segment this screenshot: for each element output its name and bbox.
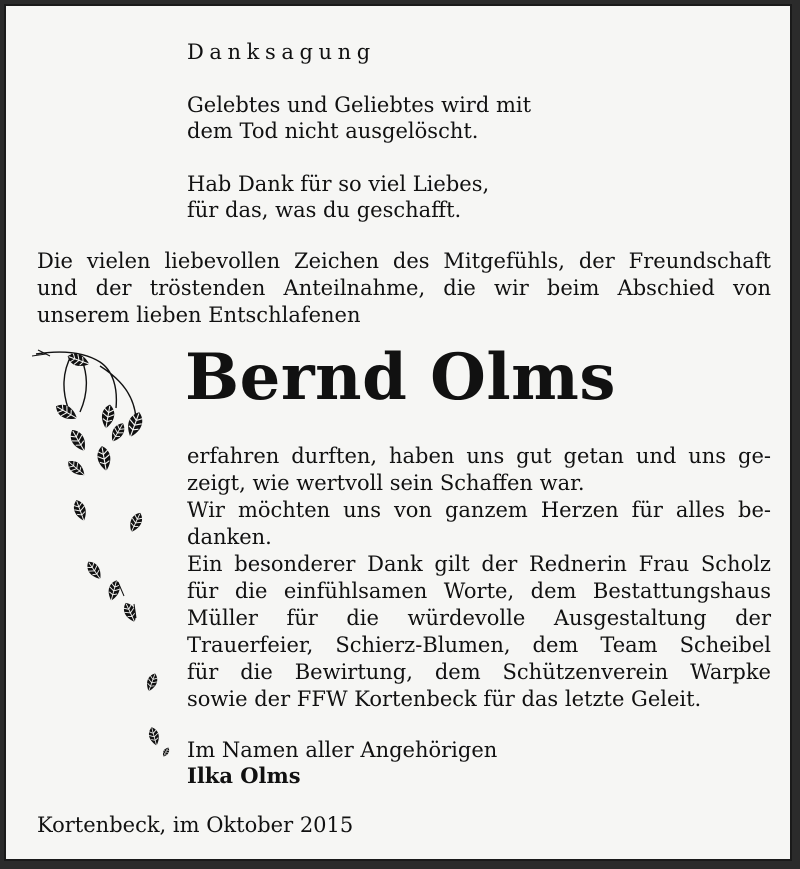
body-line: für die Bewirtung, dem Schützenverein Warpke [187,660,771,684]
verse-line: dem Tod nicht ausgelöscht. [187,119,479,143]
signoff-line: Im Namen aller Angehörigen [187,738,498,762]
condolence-notice [4,4,792,861]
place-date: Kortenbeck, im Oktober 2015 [37,813,354,837]
falling-leaves-icon [32,346,172,766]
body-line: erfahren durften, haben uns gut getan und uns ge- [187,444,771,468]
body-line: Müller für die würdevolle Ausgestaltung der [187,606,771,630]
intro-line: Die vielen liebevollen Zeichen des Mitgefühls, der Freundschaft [37,249,771,273]
verse-line: Gelebtes und Geliebtes wird mit [187,93,532,117]
body-line: zeigt, wie wertvoll sein Schaffen war. [187,471,585,495]
notice-heading: Danksagung [187,40,376,64]
body-line: Ein besonderer Dank gilt der Rednerin Frau Scholz [187,552,771,576]
body-line: für die einfühlsamen Worte, dem Bestattungshaus [187,579,771,603]
signer-name: Ilka Olms [187,763,301,788]
verse-line: Hab Dank für so viel Liebes, [187,172,490,196]
body-line: danken. [187,525,272,549]
intro-line: und der tröstenden Anteilnahme, die wir beim Abschied von [37,276,771,300]
deceased-name: Bernd Olms [185,340,616,415]
body-line: Wir möchten uns von ganzem Herzen für alles be- [187,498,771,522]
body-line: sowie der FFW Kortenbeck für das letzte Geleit. [187,687,702,711]
verse-line: für das, was du geschafft. [187,198,462,222]
intro-line: unserem lieben Entschlafenen [37,303,361,327]
body-line: Trauerfeier, Schierz-Blumen, dem Team Scheibel [187,633,771,657]
